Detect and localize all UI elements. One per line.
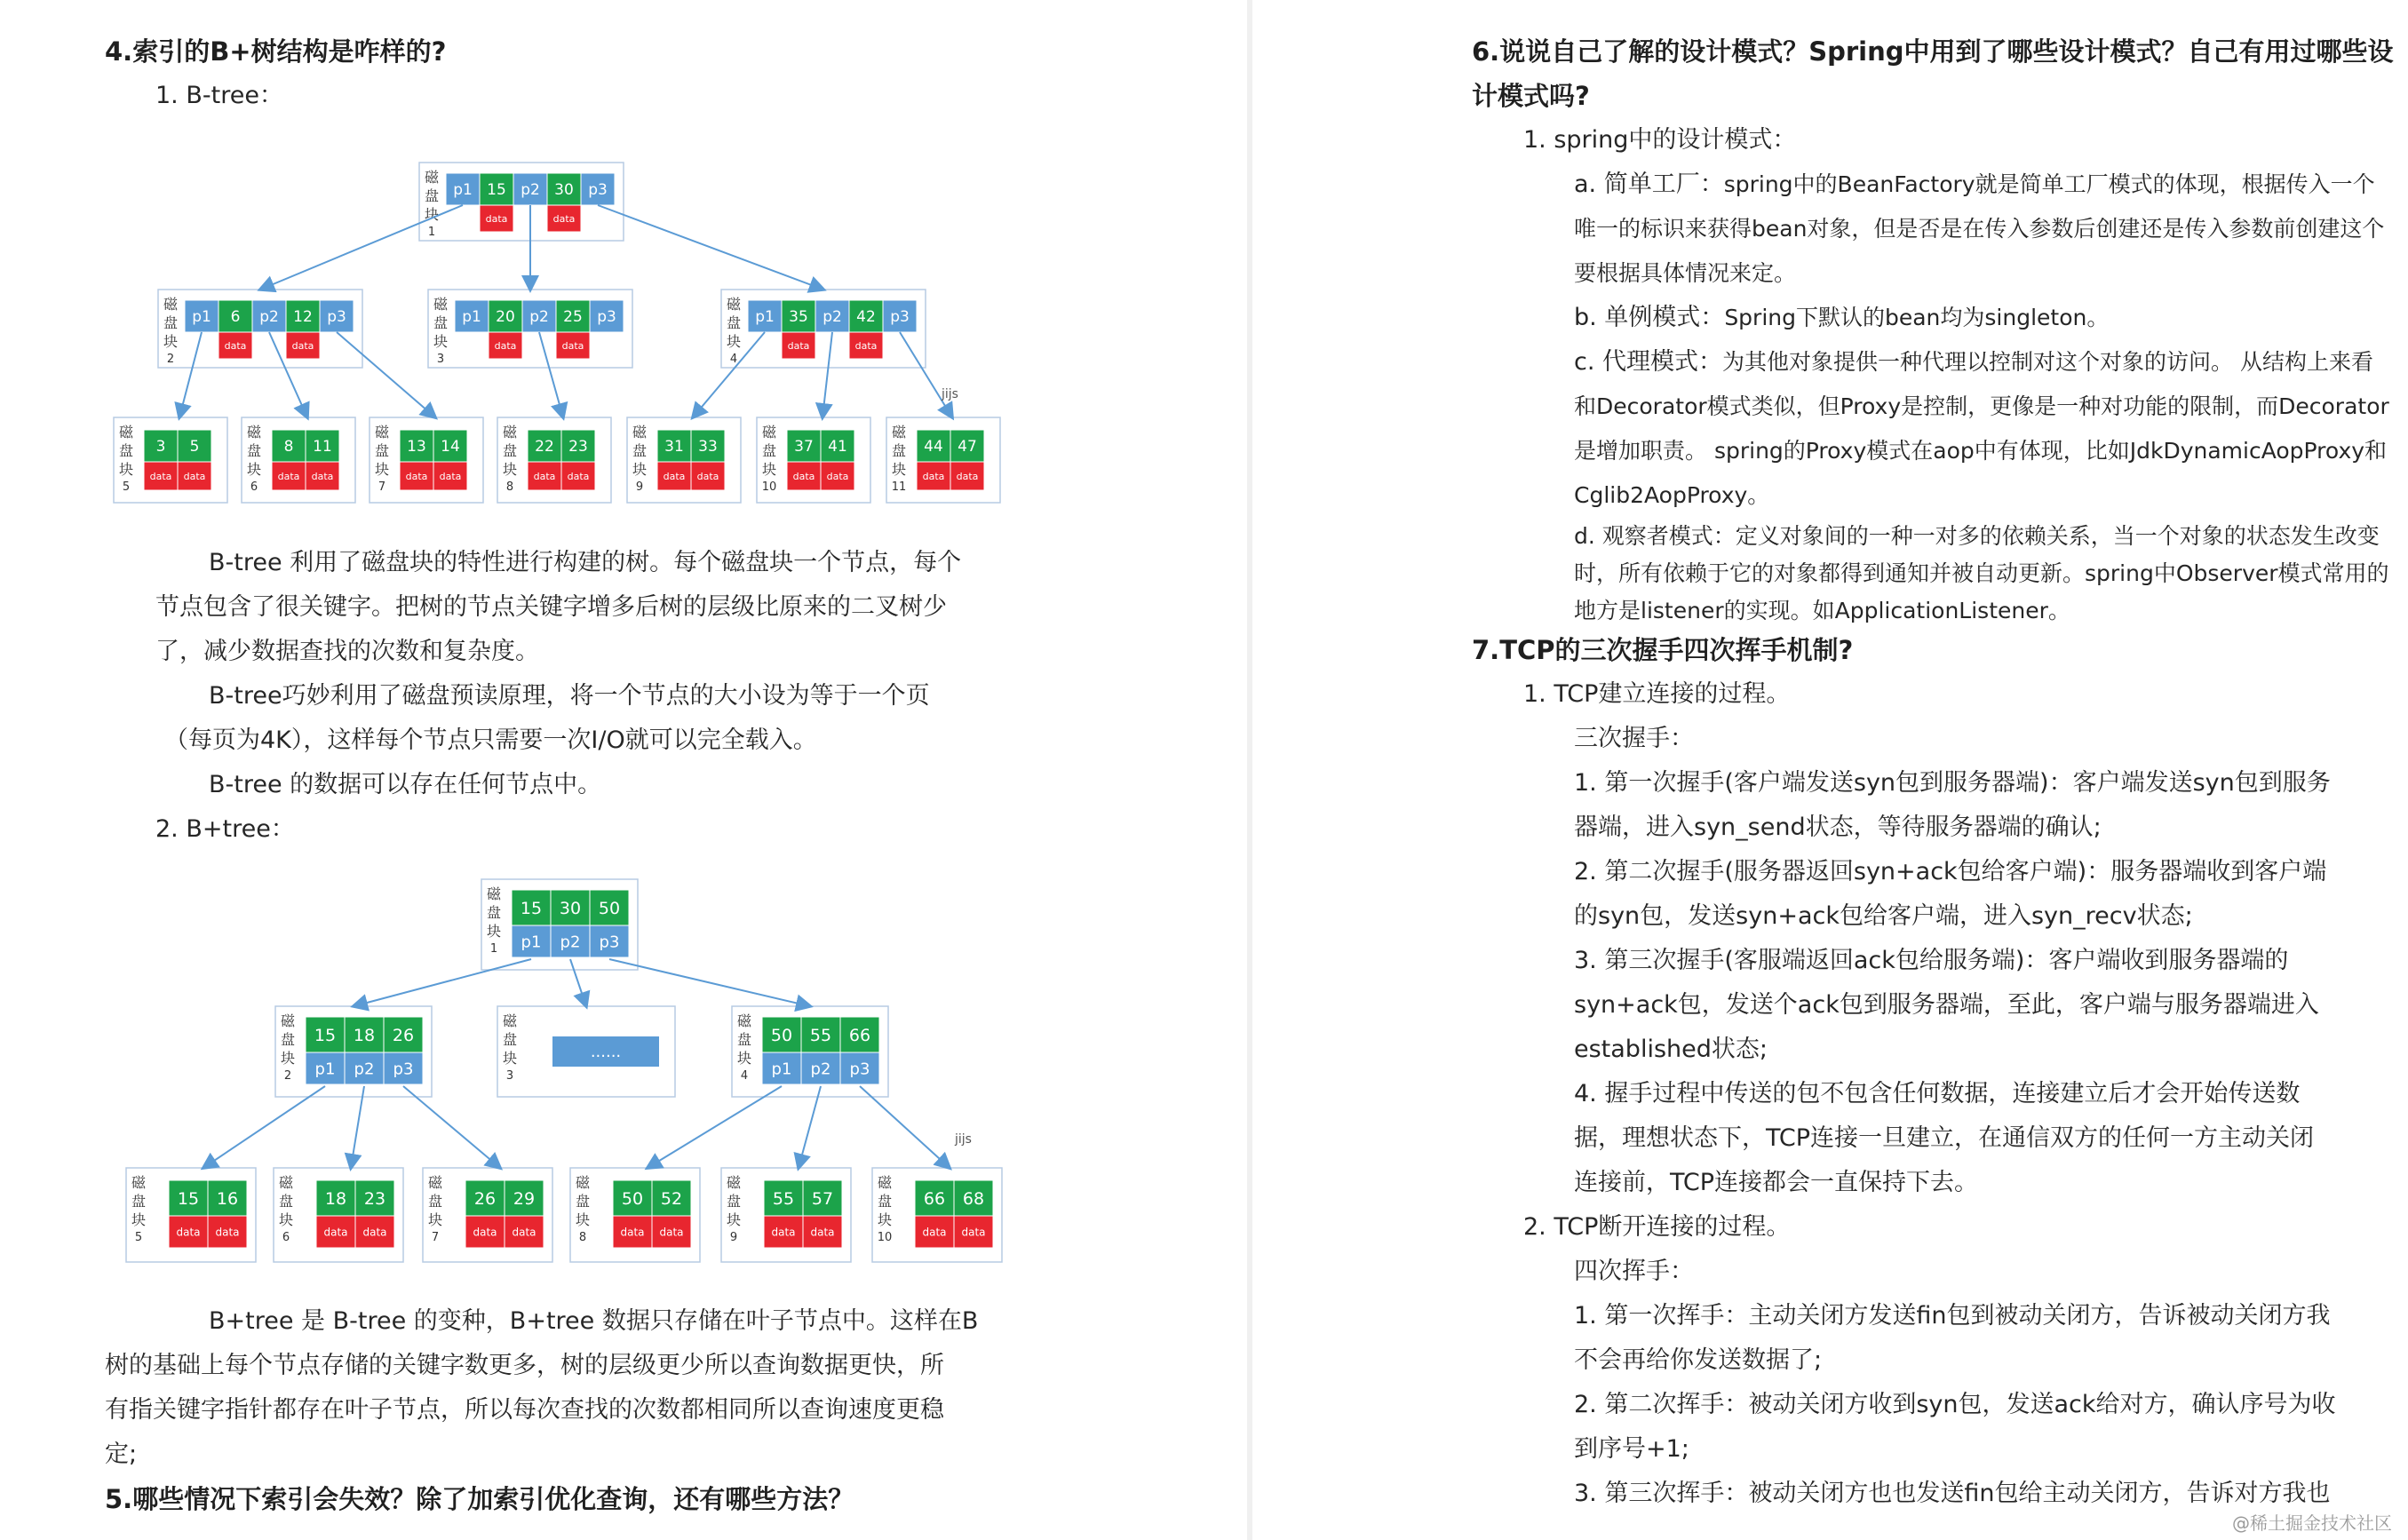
key-cell-text: 18: [353, 1025, 376, 1045]
tree-arrow: [860, 1086, 950, 1168]
disk-block-number: 6: [282, 1231, 290, 1244]
key-cell-text: 57: [811, 1188, 834, 1209]
pattern-c-line: 是增加职责。 spring的Proxy模式在aop中有体现，比如JdkDynamicAopProxy和: [1574, 438, 2388, 464]
btree-para-line: B-tree 利用了磁盘块的特性进行构建的树。每个磁盘块一个节点，每个: [209, 549, 962, 576]
data-cell-text: data: [810, 1226, 835, 1239]
key-cell-text: 66: [848, 1025, 871, 1045]
key-cell-text: 15: [314, 1025, 337, 1045]
data-cell-text: data: [561, 339, 584, 352]
key-cell-text: 15: [177, 1188, 200, 1209]
tree-arrow: [203, 1086, 325, 1168]
disk-block-label: 块: [486, 923, 502, 940]
disk-block-label: 磁: [575, 1174, 591, 1191]
ellipsis-text: ......: [590, 1043, 622, 1061]
key-cell-text: 42: [856, 308, 876, 327]
pattern-d-line: 时，所有依赖于它的对象都得到通知并被自动更新。spring中Observer模式常用的: [1574, 560, 2389, 586]
disk-block-label: 块: [891, 461, 907, 478]
disk-block-number: 6: [250, 480, 258, 494]
pointer-cell-text: p2: [529, 308, 549, 327]
pointer-cell-text: p1: [771, 1060, 792, 1079]
key-cell-text: 13: [407, 438, 426, 456]
disk-block-label: 盘: [278, 1193, 294, 1210]
key-cell-text: 50: [598, 898, 621, 918]
disk-block-label: 磁: [877, 1174, 893, 1191]
pattern-a-label: a. 简单工厂：: [1574, 171, 1724, 198]
key-cell-text: 16: [216, 1188, 239, 1209]
data-cell-text: data: [473, 1226, 497, 1239]
disk-block-number: 4: [729, 353, 738, 366]
disk-block-number: 10: [761, 480, 777, 494]
disk-block-label: 盘: [877, 1193, 893, 1210]
disk-block-label: 磁: [502, 1012, 518, 1029]
disk-block-label: 块: [761, 461, 777, 478]
tree-arrow: [354, 959, 531, 1006]
btree-para-line: B-tree巧妙利用了磁盘预读原理，将一个节点的大小设为等于一个页: [209, 682, 930, 710]
btree-para-line: （每页为4K），这样每个节点只需要一次I/O就可以完全载入。: [164, 726, 817, 754]
pattern-b-label: b. 单例模式：: [1574, 304, 1725, 331]
key-cell-text: 25: [563, 308, 583, 327]
disk-block-label: 盘: [427, 1193, 443, 1210]
disk-block-number: 4: [740, 1069, 749, 1083]
handshake-line: 据，理想状态下，TCP连接一旦建立，在通信双方的任何一方主动关闭: [1574, 1124, 2315, 1152]
disk-block-number: 1: [427, 226, 436, 239]
key-cell-text: 12: [293, 308, 313, 327]
disk-block-label: 磁: [502, 424, 518, 441]
btree-diagram: [107, 158, 1030, 513]
key-cell-text: 55: [772, 1188, 795, 1209]
disk-block-number: 11: [891, 480, 907, 494]
disk-block-number: 1: [489, 942, 498, 956]
pattern-a: [1574, 169, 2375, 201]
key-cell-text: 55: [809, 1025, 832, 1045]
disk-block-number: 2: [166, 353, 175, 366]
tcp-close-heading: 2. TCP断开连接的过程。: [1523, 1213, 1791, 1241]
handshake-line: 连接前，TCP连接都会一直保持下去。: [1574, 1169, 1979, 1196]
key-cell-text: 23: [568, 438, 588, 456]
disk-block-label: 块: [424, 206, 440, 223]
tree-arrow: [403, 1086, 500, 1168]
disk-block-label: 盘: [891, 442, 907, 459]
disk-block-label: 盘: [131, 1193, 147, 1210]
pointer-cell-text: p1: [192, 308, 211, 327]
disk-block-number: 8: [505, 480, 514, 494]
wave-line: 1. 第一次挥手：主动关闭方发送fin包到被动关闭方，告诉被动关闭方我: [1574, 1302, 2331, 1330]
disk-block-label: 块: [163, 333, 179, 350]
pattern-b-text: Spring下默认的bean均为singleton。: [1724, 305, 2110, 330]
pointer-cell-text: p3: [597, 308, 616, 327]
data-cell-text: data: [149, 470, 172, 482]
tree-arrow: [598, 205, 823, 290]
data-cell-text: data: [405, 470, 428, 482]
key-cell-text: 68: [962, 1188, 985, 1209]
pointer-cell-text: p1: [462, 308, 481, 327]
disk-block-label: 盘: [163, 314, 179, 331]
pointer-cell-text: p2: [521, 181, 540, 200]
disk-block-label: 块: [118, 461, 134, 478]
bplus-para-line: B+tree 是 B-tree 的变种，B+tree 数据只存储在叶子节点中。这样在B: [209, 1307, 979, 1335]
disk-block-label: 盘: [246, 442, 262, 459]
pointer-cell-text: p1: [755, 308, 775, 327]
disk-block-label: 磁: [131, 1174, 147, 1191]
diagram-watermark: jijs: [955, 1132, 972, 1147]
disk-block-label: 块: [877, 1211, 893, 1228]
disk-block-number: 9: [635, 480, 644, 494]
key-cell-text: 41: [828, 438, 847, 456]
key-cell-text: 15: [487, 181, 506, 200]
key-cell-text: 47: [958, 438, 977, 456]
pattern-d-line: 地方是listener的实现。如ApplicationListener。: [1574, 598, 2070, 623]
data-cell-text: data: [620, 1226, 645, 1239]
q4-title: 4.索引的B+树结构是咋样的?: [105, 36, 447, 67]
handshake-line: 1. 第一次握手(客户端发送syn包到服务器端)：客户端发送syn包到服务: [1574, 769, 2331, 797]
pattern-a-line: 要根据具体情况来定。: [1574, 260, 1797, 286]
handshake-line: 2. 第二次握手(服务器返回syn+ack包给客户端)：服务器端收到客户端: [1574, 858, 2327, 885]
diagram-watermark: jijs: [942, 387, 958, 401]
key-cell-text: 35: [789, 308, 808, 327]
disk-block-label: 磁: [427, 1174, 443, 1191]
bplus-heading: 2. B+tree：: [155, 815, 295, 843]
key-cell-text: 3: [155, 438, 166, 456]
disk-block-label: 块: [427, 1211, 443, 1228]
pointer-cell-text: p2: [259, 308, 279, 327]
key-cell-text: 20: [496, 308, 515, 327]
key-cell-text: 18: [324, 1188, 347, 1209]
key-cell-text: 44: [924, 438, 943, 456]
disk-block-label: 磁: [433, 296, 449, 313]
wave-title: 四次挥手：: [1574, 1258, 1694, 1285]
pointer-cell-text: p3: [393, 1060, 414, 1079]
key-cell-text: 15: [520, 898, 543, 918]
handshake-title: 三次握手：: [1574, 725, 1694, 752]
disk-block-label: 磁: [486, 885, 502, 902]
tree-arrow: [799, 1086, 821, 1168]
pointer-cell-text: p2: [560, 933, 581, 952]
data-cell-text: data: [771, 1226, 796, 1239]
disk-block-label: 磁: [280, 1012, 296, 1029]
bplus-diagram: [107, 875, 1030, 1274]
disk-block-label: 块: [632, 461, 648, 478]
disk-block-label: 块: [726, 1211, 742, 1228]
disk-block-label: 盘: [575, 1193, 591, 1210]
tree-arrow: [260, 205, 463, 290]
key-cell-text: 8: [283, 438, 294, 456]
handshake-line: 的syn包，发送syn+ack包给客户端，进入syn_recv状态;: [1574, 902, 2193, 930]
btree-para-line: B-tree 的数据可以存在任何节点中。: [209, 771, 602, 798]
disk-block-label: 磁: [424, 169, 440, 186]
key-cell-text: 50: [770, 1025, 793, 1045]
disk-block-label: 块: [575, 1211, 591, 1228]
key-cell-text: 30: [554, 181, 574, 200]
disk-block-label: 磁: [761, 424, 777, 441]
pointer-cell-text: p2: [823, 308, 842, 327]
key-cell-text: 33: [698, 438, 718, 456]
pattern-c-text: 为其他对象提供一种代理以控制对这个对象的访问。 从结构上来看: [1722, 349, 2373, 375]
disk-block-label: 磁: [736, 1012, 752, 1029]
disk-block-label: 块: [246, 461, 262, 478]
handshake-line: 3. 第三次握手(客服端返回ack包给服务端)：客户端收到服务器端的: [1574, 947, 2289, 974]
pointer-cell-text: p3: [849, 1060, 870, 1079]
pointer-cell-text: p1: [521, 933, 542, 952]
bplus-para-line: 定;: [105, 1441, 138, 1468]
key-cell-text: 50: [621, 1188, 644, 1209]
data-cell-text: data: [922, 470, 945, 482]
disk-block-label: 盘: [736, 1031, 752, 1048]
disk-block-label: 块: [502, 1050, 518, 1067]
disk-block-number: 3: [436, 353, 445, 366]
disk-block-label: 盘: [761, 442, 777, 459]
data-cell-text: data: [311, 470, 334, 482]
pointer-cell-text: p3: [588, 181, 608, 200]
disk-block-label: 块: [502, 461, 518, 478]
data-cell-text: data: [567, 470, 590, 482]
key-cell-text: 22: [535, 438, 554, 456]
wave-line: 3. 第三次挥手：被动关闭方也也发送fin包给主动关闭方，告诉对方我也: [1574, 1480, 2331, 1507]
key-cell-text: 14: [441, 438, 460, 456]
disk-block-label: 块: [278, 1211, 294, 1228]
key-cell-text: 31: [664, 438, 684, 456]
data-cell-text: data: [659, 1226, 684, 1239]
q6-title: 6.说说自己了解的设计模式？Spring中用到了哪些设计模式？自己有用过哪些设: [1472, 36, 2394, 67]
disk-block-label: 盘: [502, 1031, 518, 1048]
pointer-cell-text: p3: [599, 933, 620, 952]
key-cell-text: 5: [189, 438, 200, 456]
pattern-c: [1574, 346, 2373, 378]
disk-block-label: 盘: [374, 442, 390, 459]
btree-para-line: 了，减少数据查找的次数和复杂度。: [155, 638, 539, 665]
tree-arrow: [337, 332, 435, 417]
disk-block-label: 盘: [726, 1193, 742, 1210]
q5-title: 5.哪些情况下索引会失效？除了加索引优化查询，还有哪些方法？: [105, 1484, 854, 1514]
bplus-para-line: 有指关键字指针都存在叶子节点，所以每次查找的次数都相同所以查询速度更稳: [105, 1396, 944, 1424]
data-cell-text: data: [826, 470, 849, 482]
disk-block-label: 盘: [118, 442, 134, 459]
tcp-connect-heading: 1. TCP建立连接的过程。: [1523, 680, 1791, 708]
disk-block-label: 块: [280, 1050, 296, 1067]
disk-block-number: 5: [122, 480, 131, 494]
disk-block-number: 3: [505, 1069, 514, 1083]
bplus-para-line: 树的基础上每个节点存储的关键字数更多，树的层级更少所以查询数据更快，所: [105, 1352, 944, 1379]
tree-arrow: [648, 1086, 782, 1168]
disk-block-label: 盘: [632, 442, 648, 459]
disk-block-label: 盘: [726, 314, 742, 331]
tree-arrow: [351, 1086, 364, 1168]
pattern-c-label: c. 代理模式：: [1574, 348, 1723, 376]
pattern-b: [1574, 302, 2109, 334]
q7-title: 7.TCP的三次握手四次挥手机制?: [1472, 635, 1854, 665]
data-cell-text: data: [323, 1226, 348, 1239]
pointer-cell-text: p2: [354, 1060, 375, 1079]
data-cell-text: data: [956, 470, 979, 482]
key-cell-text: 11: [313, 438, 332, 456]
disk-block-label: 块: [736, 1050, 752, 1067]
disk-block-label: 磁: [163, 296, 179, 313]
data-cell-text: data: [787, 339, 810, 352]
pointer-cell-text: p1: [314, 1060, 336, 1079]
handshake-line: established状态;: [1574, 1036, 1768, 1063]
data-cell-text: data: [439, 470, 462, 482]
disk-block-label: 磁: [726, 1174, 742, 1191]
handshake-line: syn+ack包，发送个ack包到服务器端，至此，客户端与服务器端进入: [1574, 991, 2319, 1019]
wave-line: 不会再给你发送数据了;: [1574, 1346, 1823, 1374]
disk-block-label: 盘: [424, 187, 440, 204]
pattern-a-line: 唯一的标识来获得bean对象，但是否是在传入参数后创建还是传入参数前创建这个: [1574, 216, 2385, 242]
disk-block-label: 磁: [632, 424, 648, 441]
pattern-c-line: 和Decorator模式类似，但Proxy是控制，更像是一种对功能的限制，而Decorator: [1574, 393, 2389, 419]
disk-block-label: 块: [433, 333, 449, 350]
spring-heading: 1. spring中的设计模式：: [1523, 126, 1797, 154]
data-cell-text: data: [792, 470, 815, 482]
disk-block-label: 块: [131, 1211, 147, 1228]
data-cell-text: data: [961, 1226, 986, 1239]
disk-block-label: 磁: [246, 424, 262, 441]
key-cell-text: 37: [794, 438, 814, 456]
data-cell-text: data: [663, 470, 686, 482]
watermark: @稀土掘金技术社区: [2232, 1512, 2392, 1534]
tree-arrow: [609, 959, 810, 1006]
key-cell-text: 30: [559, 898, 582, 918]
data-cell-text: data: [854, 339, 878, 352]
pointer-cell-text: p2: [810, 1060, 831, 1079]
wave-line: 到序号+1;: [1574, 1435, 1689, 1463]
data-cell-text: data: [494, 339, 517, 352]
disk-block-number: 7: [431, 1231, 440, 1244]
data-cell-text: data: [362, 1226, 387, 1239]
data-cell-text: data: [533, 470, 556, 482]
disk-block-label: 磁: [891, 424, 907, 441]
disk-block-number: 9: [729, 1231, 738, 1244]
disk-block-number: 5: [134, 1231, 143, 1244]
key-cell-text: 6: [230, 308, 241, 327]
key-cell-text: 29: [513, 1188, 536, 1209]
disk-block-label: 磁: [726, 296, 742, 313]
data-cell-text: data: [183, 470, 206, 482]
key-cell-text: 52: [660, 1188, 683, 1209]
btree-heading: 1. B-tree：: [155, 82, 283, 109]
data-cell-text: data: [512, 1226, 536, 1239]
disk-block-label: 盘: [280, 1031, 296, 1048]
data-cell-text: data: [922, 1226, 947, 1239]
disk-block-label: 盘: [486, 904, 502, 921]
data-cell-text: data: [485, 212, 508, 225]
pointer-cell-text: p1: [453, 181, 473, 200]
q6-title-cont: 计模式吗?: [1472, 81, 1590, 111]
handshake-line: 器端，进入syn_send状态，等待服务器端的确认;: [1574, 814, 2102, 841]
data-cell-text: data: [696, 470, 719, 482]
disk-block-label: 块: [374, 461, 390, 478]
key-cell-text: 26: [392, 1025, 415, 1045]
disk-block-label: 磁: [374, 424, 390, 441]
disk-block-label: 块: [726, 333, 742, 350]
data-cell-text: data: [277, 470, 300, 482]
data-cell-text: data: [215, 1226, 240, 1239]
right-page: [1252, 0, 2408, 1540]
disk-block-label: 盘: [502, 442, 518, 459]
handshake-line: 4. 握手过程中传送的包不包含任何数据，连接建立后才会开始传送数: [1574, 1080, 2301, 1107]
wave-line: 2. 第二次挥手：被动关闭方收到syn包，发送ack给对方，确认序号为收: [1574, 1391, 2336, 1418]
disk-block-label: 磁: [118, 424, 134, 441]
pointer-cell-text: p3: [327, 308, 346, 327]
data-cell-text: data: [552, 212, 576, 225]
key-cell-text: 23: [363, 1188, 386, 1209]
disk-block-number: 7: [377, 480, 386, 494]
pattern-d: d. 观察者模式：定义对象间的一种一对多的依赖关系，当一个对象的状态发生改变: [1574, 523, 2380, 549]
data-cell-text: data: [224, 339, 247, 352]
disk-block-label: 磁: [278, 1174, 294, 1191]
data-cell-text: data: [291, 339, 314, 352]
disk-block-number: 10: [877, 1231, 893, 1244]
data-cell-text: data: [176, 1226, 201, 1239]
pattern-a-text: spring中的BeanFactory就是简单工厂模式的体现，根据传入一个: [1723, 171, 2375, 197]
disk-block-number: 8: [578, 1231, 587, 1244]
pattern-c-line: Cglib2AopProxy。: [1574, 482, 1770, 508]
key-cell-text: 66: [923, 1188, 946, 1209]
pointer-cell-text: p3: [890, 308, 910, 327]
disk-block-label: 盘: [433, 314, 449, 331]
btree-para-line: 节点包含了很关键字。把树的节点关键字增多后树的层级比原来的二叉树少: [155, 593, 947, 621]
disk-block-number: 2: [283, 1069, 292, 1083]
key-cell-text: 26: [473, 1188, 497, 1209]
